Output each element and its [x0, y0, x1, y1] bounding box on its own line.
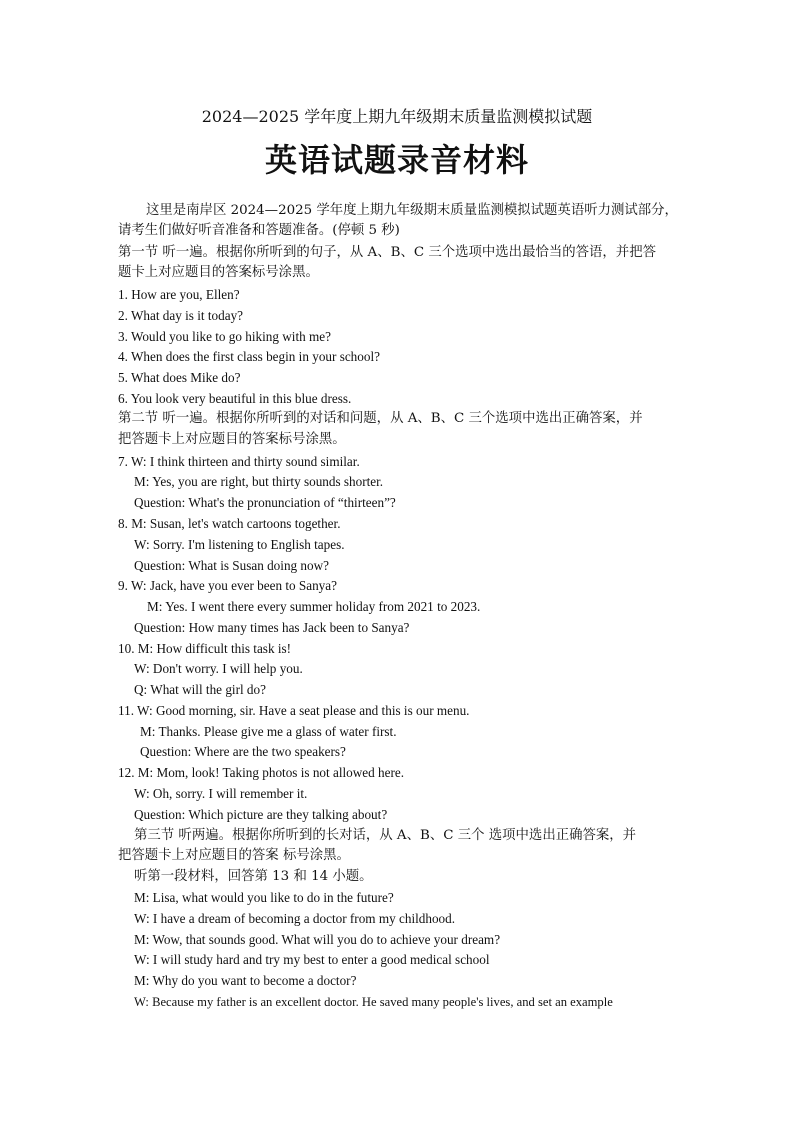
section-1-heading: 第一节 听一遍。根据你所听到的句子，从 A、B、C 三个选项中选出最恰当的答语，并把答 — [118, 245, 656, 260]
intro-line: 请考生们做好听音准备和答题准备。(停顿 5 秒) — [118, 223, 400, 238]
question-line: 4. When does the first class begin in your school? — [118, 349, 380, 364]
dialogue-line: W: Oh, sorry. I will remember it. — [134, 786, 308, 801]
dialogue-question: Question: What is Susan doing now? — [134, 558, 329, 573]
exam-subtitle: 2024—2025 学年度上期九年级期末质量监测模拟试题 — [201, 107, 593, 126]
intro-line: 这里是南岸区 2024—2025 学年度上期九年级期末质量监测模拟试题英语听力测试部分， — [146, 203, 678, 218]
dialogue-line: 10. M: How difficult this task is! — [118, 641, 292, 656]
dialogue-question: Question: What's the pronunciation of “thirteen”? — [134, 495, 396, 510]
section-2-heading: 第二节 听一遍。根据你所听到的对话和问题，从 A、B、C 三个选项中选出正确答案，并 — [118, 411, 643, 426]
dialogue-line: M: Lisa, what would you like to do in the future? — [134, 890, 394, 905]
dialogue-line: M: Why do you want to become a doctor? — [134, 973, 357, 988]
dialogue-line: 8. M: Susan, let's watch cartoons together. — [118, 516, 341, 531]
dialogue-line: 11. W: Good morning, sir. Have a seat please and this is our menu. — [118, 703, 470, 718]
dialogue-line: 7. W: I think thirteen and thirty sound similar. — [118, 454, 360, 469]
dialogue-line: M: Thanks. Please give me a glass of water first. — [140, 724, 397, 739]
section-3-heading: 第三节 听两遍。根据你所听到的长对话，从 A、B、C 三个 选项中选出正确答案，并 — [134, 828, 637, 843]
question-line: 3. Would you like to go hiking with me? — [118, 329, 331, 344]
section-3-subheading: 听第一段材料，回答第 13 和 14 小题。 — [134, 869, 373, 884]
dialogue-line: W: I will study hard and try my best to enter a good medical school — [134, 952, 490, 967]
dialogue-line: W: Don't worry. I will help you. — [134, 661, 303, 676]
dialogue-question: Question: Where are the two speakers? — [140, 744, 346, 759]
dialogue-line: 9. W: Jack, have you ever been to Sanya? — [118, 578, 337, 593]
dialogue-question: Q: What will the girl do? — [134, 682, 266, 697]
dialogue-line: M: Wow, that sounds good. What will you do to achieve your dream? — [134, 932, 501, 947]
question-line: 6. You look very beautiful in this blue dress. — [118, 391, 352, 406]
dialogue-line: M: Yes, you are right, but thirty sounds shorter. — [134, 474, 384, 489]
dialogue-question: Question: Which picture are they talking about? — [134, 807, 388, 822]
section-1-heading: 题卡上对应题目的答案标号涂黑。 — [118, 265, 319, 280]
dialogue-question: Question: How many times has Jack been to Sanya? — [134, 620, 410, 635]
question-line: 2. What day is it today? — [118, 308, 244, 323]
section-3-heading: 把答题卡上对应题目的答案 标号涂黑。 — [118, 848, 350, 863]
question-line: 5. What does Mike do? — [118, 370, 241, 385]
dialogue-line: W: Sorry. I'm listening to English tapes. — [134, 537, 345, 552]
document-title: 英语试题录音材料 — [264, 141, 529, 179]
question-line: 1. How are you, Ellen? — [118, 287, 240, 302]
dialogue-line: M: Yes. I went there every summer holiday from 2021 to 2023. — [147, 599, 481, 614]
dialogue-line: W: I have a dream of becoming a doctor from my childhood. — [134, 911, 456, 926]
dialogue-line: W: Because my father is an excellent doctor. He saved many people's lives, and set an example — [134, 995, 613, 1009]
dialogue-line: 12. M: Mom, look! Taking photos is not allowed here. — [118, 765, 405, 780]
section-2-heading: 把答题卡上对应题目的答案标号涂黑。 — [118, 432, 346, 447]
